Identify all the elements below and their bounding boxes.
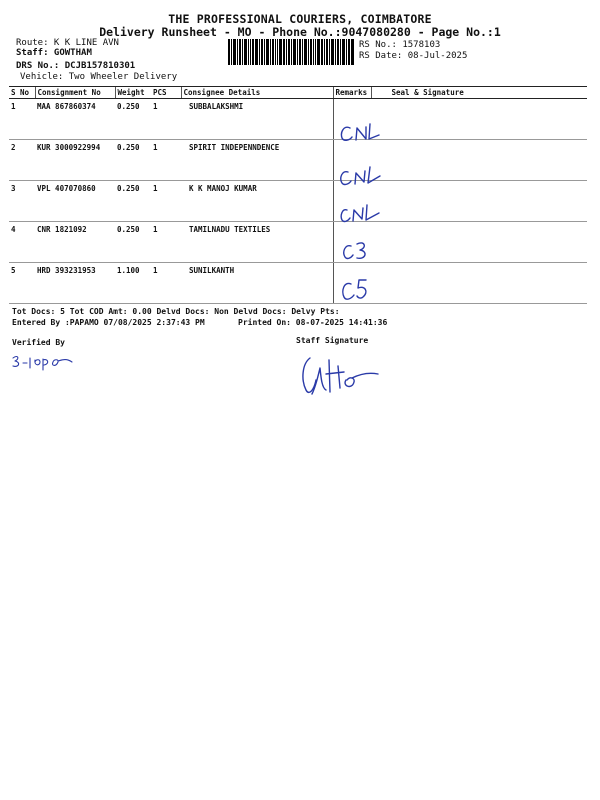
vehicle-label: Vehicle: Two Wheeler Delivery [20, 72, 178, 82]
runsheet-table [9, 86, 587, 304]
totals-line: Tot Docs: 5 Tot COD Amt: 0.00 Delvd Docs: Non Delvd Docs: Delvy Pts: [12, 307, 340, 316]
runsheet-subtitle: Delivery Runsheet - MO - Phone No.:9047080280 - Page No.:1 [99, 25, 501, 39]
col-pcs: PCS [151, 87, 181, 99]
cell-consignee: SUBBALAKSHMI [181, 99, 333, 140]
cell-consignment: CNR 1821092 [35, 222, 115, 263]
staff-signature-label: Staff Signature [296, 336, 369, 345]
cell-consignment: VPL 407070860 [35, 181, 115, 222]
remark-c3 [344, 243, 365, 259]
cell-weight: 0.250 [115, 99, 151, 140]
cell-pcs: 1 [151, 99, 181, 140]
cell-seal [371, 222, 587, 263]
table-header-row [9, 87, 587, 99]
cell-weight: 0.250 [115, 181, 151, 222]
cell-weight: 1.100 [115, 263, 151, 304]
remark-cnl-3 [341, 205, 379, 221]
cell-seal [371, 140, 587, 181]
col-consignment: Consignment No [35, 87, 115, 99]
verified-signature [10, 350, 80, 374]
cell-sno: 3 [9, 181, 35, 222]
drs-number: DRS No.: DCJB157810301 [16, 61, 136, 71]
cell-pcs: 1 [151, 140, 181, 181]
company-title: THE PROFESSIONAL COURIERS, COIMBATORE [168, 12, 432, 26]
col-consignee: Consignee Details [181, 87, 333, 99]
cell-weight: 0.250 [115, 222, 151, 263]
cell-consignee: SPIRIT INDEPENNDENCE [181, 140, 333, 181]
cell-pcs: 1 [151, 222, 181, 263]
cell-consignment: KUR 3000922994 [35, 140, 115, 181]
rs-number: RS No.: 1578103 [359, 40, 441, 50]
cell-sno: 4 [9, 222, 35, 263]
staff-label: Staff: GOWTHAM [16, 48, 92, 58]
cell-consignment: MAA 867860374 [35, 99, 115, 140]
rs-date: RS Date: 08-Jul-2025 [359, 51, 468, 61]
cell-sno: 1 [9, 99, 35, 140]
cell-consignee: SUNILKANTH [181, 263, 333, 304]
col-seal-signature: Seal & Signature [371, 87, 587, 99]
entered-by: Entered By :PAPAMO 07/08/2025 2:37:43 PM [12, 318, 205, 327]
cell-sno: 2 [9, 140, 35, 181]
verified-by-label: Verified By [12, 338, 65, 347]
remark-c5 [343, 280, 366, 299]
cell-seal [371, 181, 587, 222]
table-row [9, 263, 587, 304]
route-label: Route: K K LINE AVN [16, 38, 119, 48]
col-sno: S No [9, 87, 35, 99]
cell-weight: 0.250 [115, 140, 151, 181]
remark-cnl-2 [341, 167, 380, 184]
col-weight: Weight [115, 87, 151, 99]
remark-cnl-1 [341, 124, 379, 140]
cell-pcs: 1 [151, 263, 181, 304]
table-row [9, 222, 587, 263]
handwritten-remarks [332, 120, 392, 310]
cell-consignment: HRD 393231953 [35, 263, 115, 304]
table-row [9, 99, 587, 140]
barcode-image [228, 39, 354, 65]
col-remarks: Remarks [333, 87, 371, 99]
cell-seal [371, 99, 587, 140]
cell-consignee: TAMILNADU TEXTILES [181, 222, 333, 263]
table-row [9, 140, 587, 181]
staff-signature [296, 350, 386, 400]
table-row [9, 181, 587, 222]
cell-consignee: K K MANOJ KUMAR [181, 181, 333, 222]
cell-sno: 5 [9, 263, 35, 304]
printed-on: Printed On: 08-07-2025 14:41:36 [238, 318, 388, 327]
cell-pcs: 1 [151, 181, 181, 222]
cell-seal [371, 263, 587, 304]
